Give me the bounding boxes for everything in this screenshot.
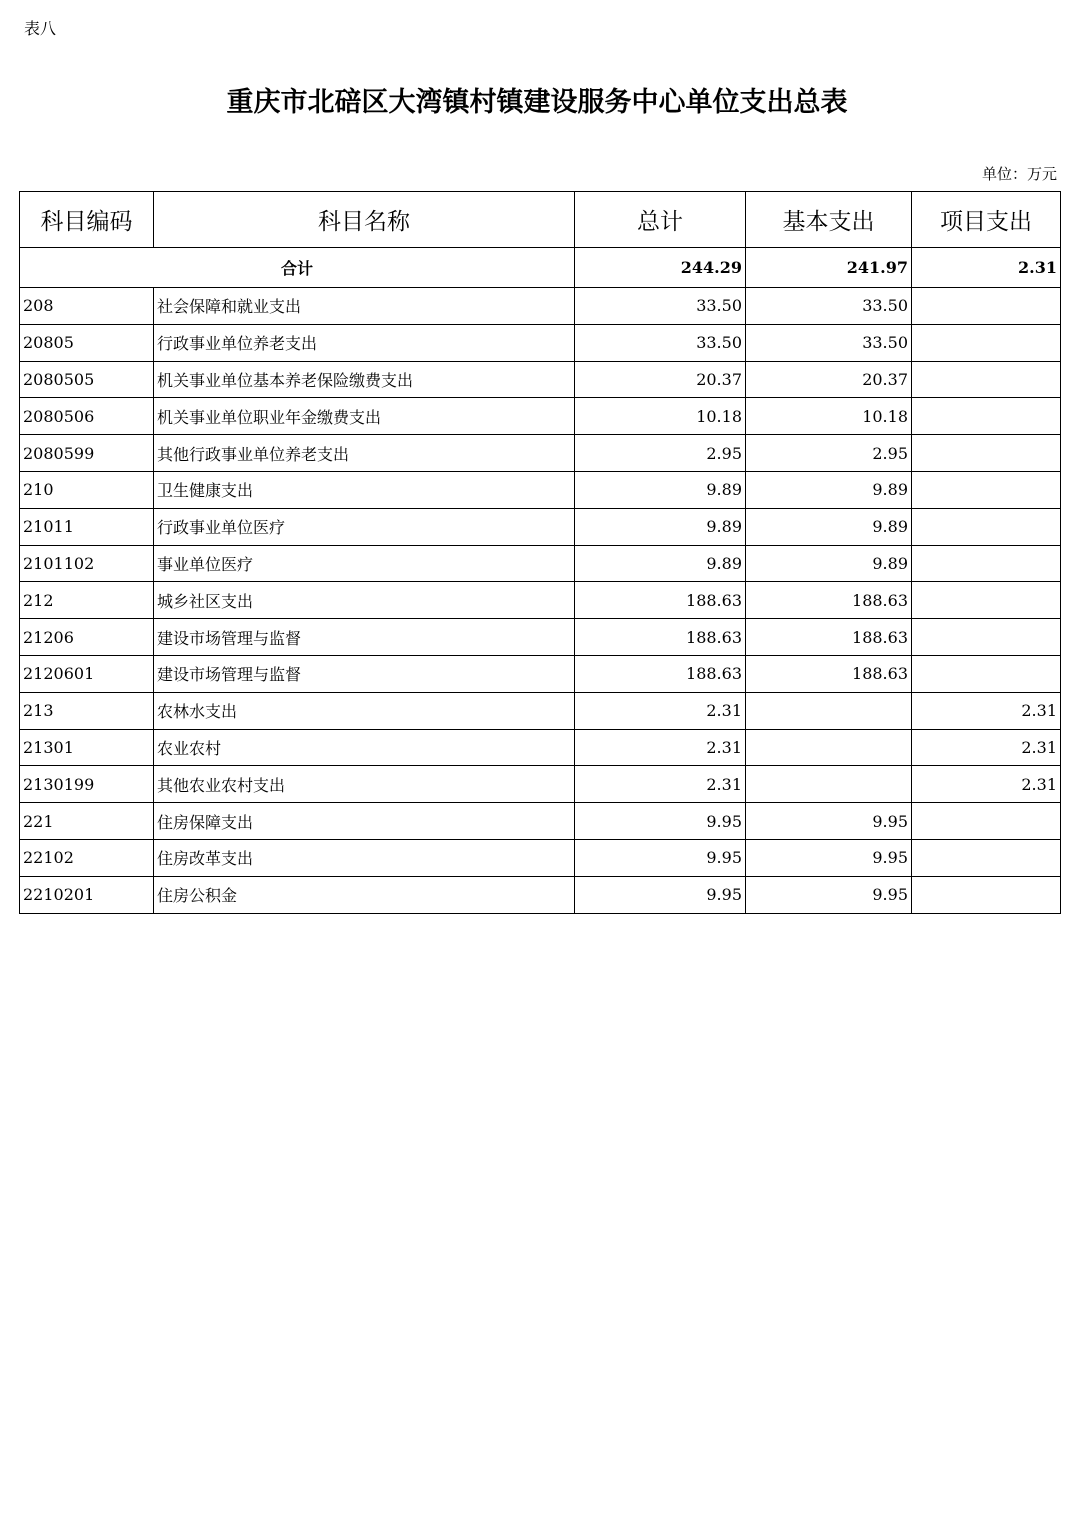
row-total: 188.63 bbox=[575, 655, 746, 692]
table-row bbox=[20, 839, 1061, 876]
row-total: 2.31 bbox=[575, 766, 746, 803]
row-code: 22102 bbox=[20, 839, 154, 876]
row-total: 9.95 bbox=[575, 876, 746, 913]
row-code: 221 bbox=[20, 803, 154, 840]
row-code: 21011 bbox=[20, 508, 154, 545]
row-total: 33.50 bbox=[575, 324, 746, 361]
row-name: 社会保障和就业支出 bbox=[154, 288, 575, 325]
row-basic: 9.95 bbox=[746, 876, 912, 913]
table-row bbox=[20, 729, 1061, 766]
row-code: 208 bbox=[20, 288, 154, 325]
unit-label: 单位：万元 bbox=[981, 165, 1057, 183]
row-name: 建设市场管理与监督 bbox=[154, 619, 575, 656]
row-total: 9.95 bbox=[575, 839, 746, 876]
row-code: 21206 bbox=[20, 619, 154, 656]
total-label: 合计 bbox=[20, 248, 575, 288]
table-row bbox=[20, 508, 1061, 545]
table-row bbox=[20, 803, 1061, 840]
page-title: 重庆市北碚区大湾镇村镇建设服务中心单位支出总表 bbox=[226, 87, 848, 118]
row-project bbox=[912, 361, 1061, 398]
row-project bbox=[912, 876, 1061, 913]
row-code: 212 bbox=[20, 582, 154, 619]
header-total: 总计 bbox=[575, 192, 746, 248]
header-name: 科目名称 bbox=[154, 192, 575, 248]
row-code: 210 bbox=[20, 471, 154, 508]
row-basic bbox=[746, 766, 912, 803]
row-total: 9.89 bbox=[575, 508, 746, 545]
row-basic: 33.50 bbox=[746, 324, 912, 361]
row-name: 建设市场管理与监督 bbox=[154, 655, 575, 692]
row-project bbox=[912, 839, 1061, 876]
row-name: 城乡社区支出 bbox=[154, 582, 575, 619]
row-total: 33.50 bbox=[575, 288, 746, 325]
row-name: 事业单位医疗 bbox=[154, 545, 575, 582]
row-project bbox=[912, 471, 1061, 508]
row-basic: 9.89 bbox=[746, 471, 912, 508]
table-row bbox=[20, 545, 1061, 582]
total-amount: 244.29 bbox=[575, 248, 746, 288]
row-basic bbox=[746, 729, 912, 766]
table-row bbox=[20, 324, 1061, 361]
row-basic bbox=[746, 692, 912, 729]
row-project bbox=[912, 803, 1061, 840]
row-total: 188.63 bbox=[575, 582, 746, 619]
header-basic: 基本支出 bbox=[746, 192, 912, 248]
table-row bbox=[20, 876, 1061, 913]
row-total: 9.95 bbox=[575, 803, 746, 840]
document-label: 表八 bbox=[24, 19, 57, 38]
table-row bbox=[20, 619, 1061, 656]
row-total: 20.37 bbox=[575, 361, 746, 398]
table-row bbox=[20, 398, 1061, 435]
total-project: 2.31 bbox=[912, 248, 1061, 288]
row-total: 9.89 bbox=[575, 545, 746, 582]
table-row bbox=[20, 766, 1061, 803]
row-code: 21301 bbox=[20, 729, 154, 766]
row-name: 卫生健康支出 bbox=[154, 471, 575, 508]
row-total: 10.18 bbox=[575, 398, 746, 435]
row-basic: 9.95 bbox=[746, 839, 912, 876]
row-basic: 9.89 bbox=[746, 545, 912, 582]
table-row bbox=[20, 288, 1061, 325]
row-basic: 188.63 bbox=[746, 582, 912, 619]
total-row bbox=[20, 248, 1061, 288]
row-code: 2120601 bbox=[20, 655, 154, 692]
row-basic: 9.95 bbox=[746, 803, 912, 840]
row-name: 机关事业单位基本养老保险缴费支出 bbox=[154, 361, 575, 398]
table-row bbox=[20, 692, 1061, 729]
row-name: 住房公积金 bbox=[154, 876, 575, 913]
row-project bbox=[912, 655, 1061, 692]
row-basic: 9.89 bbox=[746, 508, 912, 545]
row-code: 2101102 bbox=[20, 545, 154, 582]
row-basic: 33.50 bbox=[746, 288, 912, 325]
row-project bbox=[912, 288, 1061, 325]
row-total: 2.31 bbox=[575, 729, 746, 766]
row-code: 2130199 bbox=[20, 766, 154, 803]
row-code: 2210201 bbox=[20, 876, 154, 913]
table-row bbox=[20, 582, 1061, 619]
row-name: 住房改革支出 bbox=[154, 839, 575, 876]
row-project bbox=[912, 508, 1061, 545]
row-code: 2080505 bbox=[20, 361, 154, 398]
row-name: 农林水支出 bbox=[154, 692, 575, 729]
row-project bbox=[912, 619, 1061, 656]
row-basic: 10.18 bbox=[746, 398, 912, 435]
header-project: 项目支出 bbox=[912, 192, 1061, 248]
row-project bbox=[912, 435, 1061, 472]
total-basic: 241.97 bbox=[746, 248, 912, 288]
table-row bbox=[20, 655, 1061, 692]
row-project bbox=[912, 324, 1061, 361]
row-project bbox=[912, 582, 1061, 619]
row-basic: 188.63 bbox=[746, 655, 912, 692]
row-project: 2.31 bbox=[912, 729, 1061, 766]
table-row bbox=[20, 471, 1061, 508]
row-code: 213 bbox=[20, 692, 154, 729]
row-basic: 2.95 bbox=[746, 435, 912, 472]
row-name: 其他行政事业单位养老支出 bbox=[154, 435, 575, 472]
row-project: 2.31 bbox=[912, 692, 1061, 729]
row-project bbox=[912, 398, 1061, 435]
row-code: 20805 bbox=[20, 324, 154, 361]
row-basic: 188.63 bbox=[746, 619, 912, 656]
row-basic: 20.37 bbox=[746, 361, 912, 398]
table-row bbox=[20, 435, 1061, 472]
header-code: 科目编码 bbox=[20, 192, 154, 248]
row-total: 2.95 bbox=[575, 435, 746, 472]
row-name: 行政事业单位医疗 bbox=[154, 508, 575, 545]
table-row bbox=[20, 361, 1061, 398]
expense-table bbox=[19, 191, 1061, 914]
row-name: 农业农村 bbox=[154, 729, 575, 766]
row-project bbox=[912, 545, 1061, 582]
row-name: 其他农业农村支出 bbox=[154, 766, 575, 803]
row-project: 2.31 bbox=[912, 766, 1061, 803]
row-total: 188.63 bbox=[575, 619, 746, 656]
row-code: 2080599 bbox=[20, 435, 154, 472]
row-total: 2.31 bbox=[575, 692, 746, 729]
row-name: 住房保障支出 bbox=[154, 803, 575, 840]
row-total: 9.89 bbox=[575, 471, 746, 508]
row-code: 2080506 bbox=[20, 398, 154, 435]
header-row bbox=[20, 192, 1061, 248]
row-name: 机关事业单位职业年金缴费支出 bbox=[154, 398, 575, 435]
row-name: 行政事业单位养老支出 bbox=[154, 324, 575, 361]
